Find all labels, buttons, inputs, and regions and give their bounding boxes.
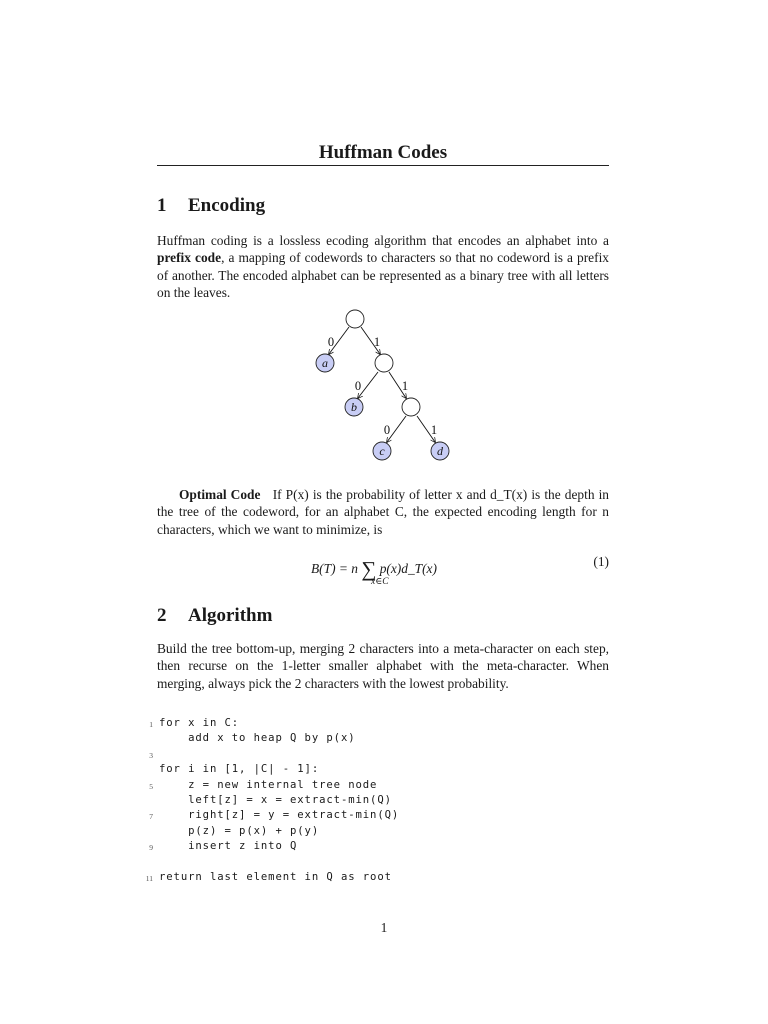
code-text: return last element in Q as root [159, 870, 392, 883]
edge-label: 1 [430, 423, 438, 437]
code-text: right[z] = y = extract-min(Q) [159, 809, 400, 822]
page-number: 1 [380, 920, 388, 935]
algorithm-paragraph: Build the tree bottom-up, merging 2 characters into a meta-character on each step, then recurse on the 1-letter smaller alphabet with the meta-character. When merging, always pick the 2 characters with the lowest probability. [157, 641, 609, 691]
expected-length-equation [157, 548, 609, 592]
document-title: Huffman Codes [318, 142, 448, 163]
section-title: Encoding [188, 195, 266, 216]
code-text: add x to heap Q by p(x) [159, 732, 356, 745]
section-number: 2 [157, 605, 167, 626]
code-text: insert z into Q [159, 840, 298, 853]
line-number: 9 [149, 843, 153, 853]
edge-label: 1 [373, 335, 381, 349]
tree-root-node [346, 310, 364, 328]
equation-lhs: B(T) = n [311, 561, 358, 576]
intro-text-1: Huffman coding is a lossless ecoding algorithm that encodes an alphabet into a [157, 233, 609, 248]
leaf-label: d [437, 444, 443, 458]
code-text: p(z) = p(x) + p(y) [159, 824, 320, 837]
section-1-heading [157, 195, 265, 217]
line-number: 1 [149, 720, 153, 729]
code-text: z = new internal tree node [159, 778, 378, 791]
intro-text-2: , a mapping of codewords to characters so that no codeword is a prefix of another. The encoded alphabet can be represented as a binary tree with all letters on the leaves. [157, 250, 609, 300]
intro-paragraph [157, 232, 609, 301]
leaf-label: c [379, 444, 385, 458]
code-text: for x in C: [159, 717, 240, 729]
code-text: for i in [1, |C| - 1]: [159, 763, 320, 776]
leaf-label: a [322, 356, 328, 370]
leaf-label: b [351, 400, 357, 414]
edge-label: 0 [383, 423, 391, 437]
line-number: 11 [145, 873, 153, 883]
prefix-code-term: prefix code [157, 250, 222, 266]
tree-internal-node [402, 398, 420, 416]
section-title: Algorithm [188, 605, 273, 626]
section-2-heading [157, 605, 272, 627]
title-rule [157, 165, 609, 166]
optimal-code-label: Optimal Code [179, 487, 261, 502]
sum-symbol: ∑ [361, 557, 377, 581]
equation-body [311, 554, 437, 587]
equation-rhs: p(x)d_T(x) [379, 561, 437, 576]
sum-subscript: x∈C [371, 577, 389, 587]
section-number: 1 [157, 195, 167, 216]
edge-label: 0 [327, 335, 335, 349]
line-number: 7 [149, 812, 153, 822]
binary-tree-diagram [300, 304, 470, 466]
code-text: left[z] = x = extract-min(Q) [159, 793, 392, 806]
line-number: 3 [149, 750, 153, 760]
equation-number: (1) [593, 554, 609, 569]
optimal-code-paragraph [157, 486, 609, 538]
line-number: 5 [149, 781, 153, 791]
edge-label: 1 [401, 379, 409, 393]
tree-internal-node [375, 354, 393, 372]
edge-label: 0 [354, 379, 362, 393]
optimal-code-text: If P(x) is the probability of letter x and d_T(x) is the depth in the tree of the codeword, for an alphabet C, the expected encoding length for n characters, which we want to minimize, is [157, 487, 610, 537]
